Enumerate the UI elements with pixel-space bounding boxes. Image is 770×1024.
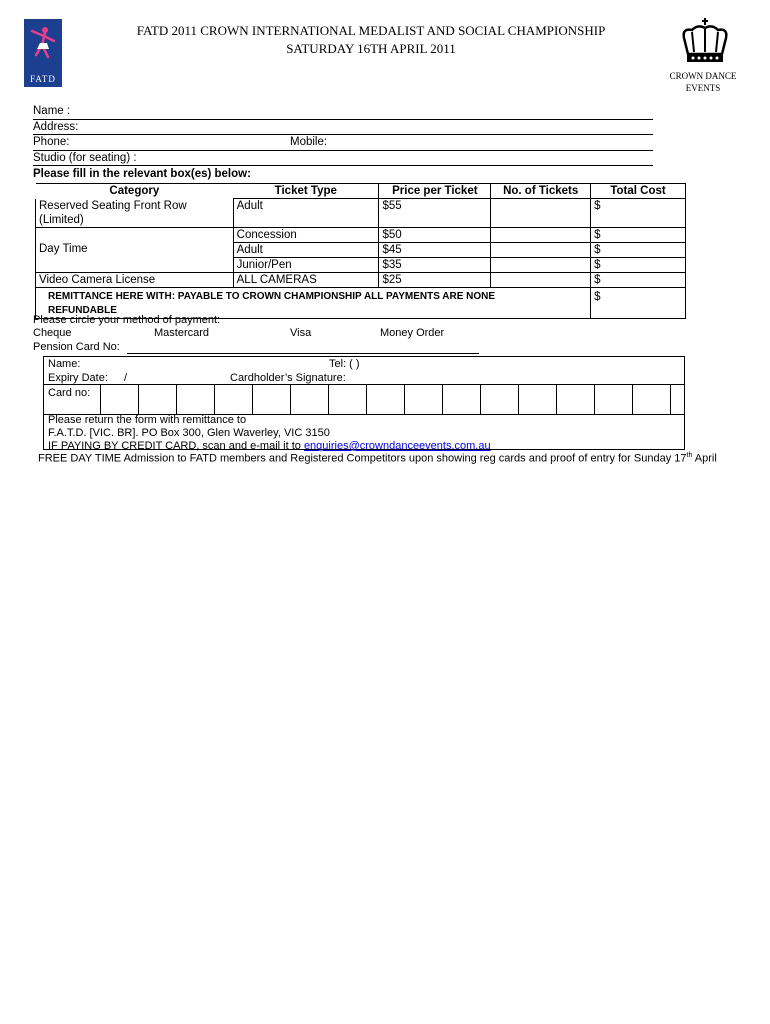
ticket-table [35, 183, 686, 319]
card-signature-label: Cardholder’s Signature: [230, 372, 346, 384]
instructions: Please fill in the relevant box(es) below: [33, 168, 251, 180]
header-ticket-type: Ticket Type [233, 184, 379, 199]
fatd-logo [24, 19, 62, 87]
card-name-label: Name: [48, 358, 81, 370]
qty-cell[interactable] [491, 242, 591, 257]
type-cell: Adult [233, 242, 379, 257]
header-category: Category [36, 184, 234, 199]
card-digit-box[interactable] [366, 385, 367, 414]
card-digit-box[interactable] [556, 385, 557, 414]
address-label: Address: [33, 120, 79, 133]
card-digit-box[interactable] [480, 385, 481, 414]
header-qty: No. of Tickets [491, 184, 591, 199]
title-line-2: SATURDAY 16TH APRIL 2011 [286, 41, 456, 56]
price-cell: $50 [379, 227, 491, 242]
address-field[interactable] [33, 120, 653, 136]
total-cell[interactable]: $ [591, 272, 686, 287]
card-digit-box[interactable] [442, 385, 443, 414]
free-admission-month: April [692, 452, 717, 465]
type-cell: Adult [233, 199, 379, 228]
payment-label: Please circle your method of payment: [33, 314, 221, 326]
category-reserved-limited: (Limited) [39, 213, 84, 226]
crown-icon [678, 16, 732, 68]
studio-field[interactable] [33, 151, 653, 167]
header-price: Price per Ticket [379, 184, 491, 199]
payment-methods [33, 327, 533, 341]
header-total: Total Cost [591, 184, 686, 199]
phone-label: Phone: [33, 136, 70, 148]
personal-details [33, 104, 653, 166]
card-digit-box[interactable] [100, 385, 101, 414]
qty-cell[interactable] [491, 227, 591, 242]
phone-field[interactable] [33, 135, 653, 151]
card-digit-box[interactable] [404, 385, 405, 414]
type-cell: Junior/Pen [233, 257, 379, 272]
price-cell: $35 [379, 257, 491, 272]
remittance-line-1: REMITTANCE HERE WITH: PAYABLE TO CROWN CHAMPIONSHIP ALL PAYMENTS ARE NONE [48, 290, 496, 302]
card-digit-box[interactable] [518, 385, 519, 414]
payment-visa[interactable]: Visa [290, 327, 312, 339]
card-digit-box[interactable] [138, 385, 139, 414]
payment-money-order[interactable]: Money Order [380, 327, 445, 339]
card-expiry-label: Expiry Date: [48, 372, 108, 384]
card-no-label: Card no: [48, 387, 91, 399]
free-admission-text: FREE DAY TIME Admission to FATD members and Registered Competitors upon showing reg cards and proof of entry for Sunday 17 [38, 452, 687, 465]
total-cell[interactable]: $ [591, 199, 686, 228]
dancer-icon [24, 19, 62, 71]
email-link[interactable]: enquiries@crowndanceevents.com.au [303, 440, 491, 452]
date-suffix: th [686, 452, 693, 459]
name-field[interactable] [33, 104, 653, 120]
pension-label: Pension Card No: [33, 341, 120, 353]
table-row [36, 257, 686, 272]
table-row [36, 242, 686, 257]
card-digit-box[interactable] [252, 385, 253, 414]
table-row [36, 227, 686, 242]
price-cell: $55 [379, 199, 491, 228]
category-reserved: Reserved Seating Front Row [39, 199, 187, 212]
crown-label-line-1: CROWN DANCE [669, 71, 737, 81]
card-digit-box[interactable] [176, 385, 177, 414]
total-cell[interactable]: $ [591, 227, 686, 242]
table-row [36, 272, 686, 287]
free-admission-note [38, 452, 717, 465]
category-daytime: Day Time [36, 242, 234, 257]
crown-label [650, 70, 756, 94]
card-expiry-slash: / [124, 372, 128, 384]
category-cell [36, 257, 234, 272]
type-cell: Concession [233, 227, 379, 242]
card-digit-box[interactable] [290, 385, 291, 414]
category-cell [36, 227, 234, 242]
grand-total-cell[interactable]: $ [591, 287, 686, 318]
crown-label-line-2: EVENTS [685, 83, 721, 93]
credit-card-box [43, 356, 685, 450]
total-cell[interactable]: $ [591, 257, 686, 272]
payment-cheque[interactable]: Cheque [33, 327, 72, 339]
page-title [80, 22, 662, 58]
category-cell [36, 199, 234, 228]
return-instructions [48, 414, 491, 453]
price-cell: $25 [379, 272, 491, 287]
card-digit-box[interactable] [594, 385, 595, 414]
qty-cell[interactable] [491, 272, 591, 287]
studio-label: Studio (for seating) : [33, 151, 137, 164]
mobile-label: Mobile: [290, 136, 328, 148]
card-digit-box[interactable] [670, 385, 671, 414]
card-digit-box[interactable] [214, 385, 215, 414]
payment-mastercard[interactable]: Mastercard [154, 327, 210, 339]
card-digit-box[interactable] [632, 385, 633, 414]
card-digit-box[interactable] [328, 385, 329, 414]
return-email-text: IF PAYING BY CREDIT CARD, scan and e-mail it to [48, 440, 301, 452]
card-tel-label: Tel: ( ) [329, 358, 360, 370]
table-header-row [36, 184, 686, 199]
logo-text: FATD [30, 74, 56, 84]
table-row [36, 199, 686, 228]
pension-card-input[interactable] [127, 353, 479, 354]
qty-cell[interactable] [491, 199, 591, 228]
card-number-row [44, 384, 684, 415]
remittance-line-2: REFUNDABLE [48, 304, 117, 316]
total-cell[interactable]: $ [591, 242, 686, 257]
type-cell: ALL CAMERAS [233, 272, 379, 287]
price-cell: $45 [379, 242, 491, 257]
category-video: Video Camera License [36, 272, 234, 287]
title-line-1: FATD 2011 CROWN INTERNATIONAL MEDALIST AND SOCIAL CHAMPIONSHIP [136, 23, 606, 38]
name-label: Name : [33, 105, 71, 117]
return-address: F.A.T.D. [VIC. BR]. PO Box 300, Glen Waverley, VIC 3150 [48, 427, 330, 439]
qty-cell[interactable] [491, 257, 591, 272]
return-line-1: Please return the form with remittance to [48, 414, 247, 426]
